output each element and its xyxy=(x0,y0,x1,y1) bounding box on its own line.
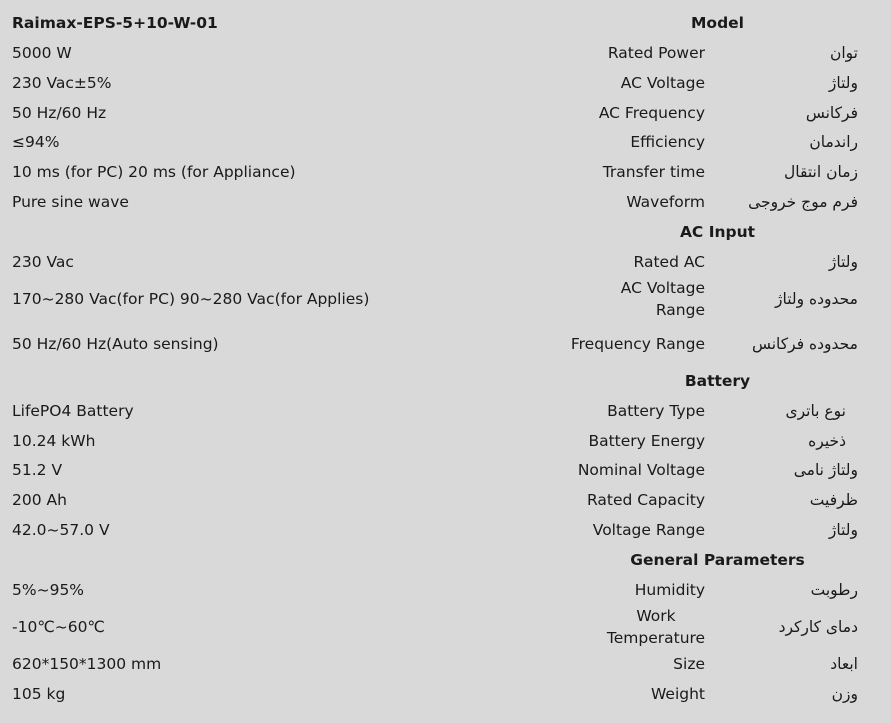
spec-label-en: Weight xyxy=(650,685,705,703)
spec-row-transfer-time xyxy=(0,157,891,187)
section-battery-heading xyxy=(0,366,891,396)
spec-label-fa: ذخیره xyxy=(808,432,846,450)
section-general-heading xyxy=(0,545,891,575)
spec-label-fa: ظرفیت xyxy=(809,491,858,509)
spec-value: 200 Ah xyxy=(12,491,67,509)
spec-value: 10 ms (for PC) 20 ms (for Appliance) xyxy=(12,163,296,181)
spec-row-battery-energy xyxy=(0,426,891,456)
spec-label-fa: فرکانس xyxy=(805,104,858,122)
spec-label-en: AC Frequency xyxy=(598,104,705,122)
section-ac-input-heading xyxy=(0,217,891,247)
spec-label-en: Size xyxy=(673,655,705,673)
spec-row-rated-capacity xyxy=(0,485,891,515)
spec-value: 105 kg xyxy=(12,685,66,703)
spec-label-en: Frequency Range xyxy=(570,335,705,353)
spec-label-en: Waveform xyxy=(626,193,705,211)
spec-row-humidity xyxy=(0,575,891,605)
spec-label-fa: ولتاژ xyxy=(828,521,858,539)
spec-row-battery-type xyxy=(0,396,891,426)
spec-value: ≤94% xyxy=(12,133,60,151)
spec-value: 50 Hz/60 Hz(Auto sensing) xyxy=(12,335,219,353)
spec-label-fa: زمان انتقال xyxy=(784,163,858,181)
spec-row-frequency-range xyxy=(0,329,891,359)
spec-label-en: AC Voltage xyxy=(620,74,705,92)
spec-value: -10℃~60℃ xyxy=(12,618,105,636)
model-value: Raimax-EPS-5+10-W-01 xyxy=(12,14,218,32)
spec-label-fa: دمای کارکرد xyxy=(778,618,858,636)
general-heading: General Parameters xyxy=(630,551,805,569)
spec-value: 51.2 V xyxy=(12,461,63,479)
spec-label-en: Rated Capacity xyxy=(586,491,705,509)
spec-label-fa: محدوده ولتاژ xyxy=(775,290,858,308)
spec-label-fa: ولتاژ xyxy=(828,74,858,92)
spec-row-rated-power xyxy=(0,38,891,68)
spec-value: Pure sine wave xyxy=(12,193,129,211)
battery-heading: Battery xyxy=(684,372,751,390)
spec-label-en: Voltage Range xyxy=(592,521,705,539)
ac-input-heading: AC Input xyxy=(679,223,756,241)
spec-label-en: Work Temperature xyxy=(606,607,706,647)
spec-label-fa: رطوبت xyxy=(810,581,858,599)
spec-label-fa: نوع باتری xyxy=(785,402,846,420)
spec-row-nominal-voltage xyxy=(0,455,891,485)
spec-row-weight xyxy=(0,679,891,709)
spec-label-en: Rated AC xyxy=(633,253,705,271)
spec-value: 230 Vac±5% xyxy=(12,74,112,92)
spec-label-en: Battery Type xyxy=(607,402,705,420)
spec-label-fa: ولتاژ نامی xyxy=(793,461,858,479)
spec-row-waveform xyxy=(0,187,891,217)
spec-label-fa: فرم موج خروجی xyxy=(748,193,858,211)
spec-row-ac-voltage xyxy=(0,68,891,98)
spec-value: 42.0~57.0 V xyxy=(12,521,110,539)
spec-row-efficiency xyxy=(0,127,891,157)
spec-value: 620*150*1300 mm xyxy=(12,655,162,673)
spec-label-en: Battery Energy xyxy=(588,432,705,450)
spec-label-fa: محدوده فرکانس xyxy=(751,335,858,353)
spec-row-ac-voltage-range xyxy=(0,277,891,321)
spec-value: 170~280 Vac(for PC) 90~280 Vac(for Applies) xyxy=(12,290,370,308)
spec-label-fa: ابعاد xyxy=(830,655,858,673)
section-model-heading xyxy=(0,8,891,38)
spec-label-fa: راندمان xyxy=(809,133,858,151)
spec-label-fa: ولتاژ xyxy=(828,253,858,271)
spec-value: 230 Vac xyxy=(12,253,74,271)
spec-label-en: Humidity xyxy=(634,581,705,599)
spec-row-size xyxy=(0,649,891,679)
spec-label-en: AC Voltage Range xyxy=(620,279,705,319)
spec-label-en: Efficiency xyxy=(630,133,705,151)
spec-value: 50 Hz/60 Hz xyxy=(12,104,107,122)
spec-row-ac-frequency xyxy=(0,98,891,128)
spec-value: 10.24 kWh xyxy=(12,432,96,450)
spec-row-work-temperature xyxy=(0,605,891,649)
spec-label-en: Transfer time xyxy=(602,163,705,181)
spec-row-voltage-range xyxy=(0,515,891,545)
spec-label-en: Nominal Voltage xyxy=(577,461,705,479)
spec-label-fa: توان xyxy=(829,44,858,62)
spec-label-fa: وزن xyxy=(831,685,858,703)
spec-label-en: Rated Power xyxy=(607,44,705,62)
spec-row-rated-ac xyxy=(0,247,891,277)
spec-value: LifePO4 Battery xyxy=(12,402,134,420)
spec-value: 5%~95% xyxy=(12,581,85,599)
model-heading: Model xyxy=(691,14,744,32)
spec-value: 5000 W xyxy=(12,44,72,62)
